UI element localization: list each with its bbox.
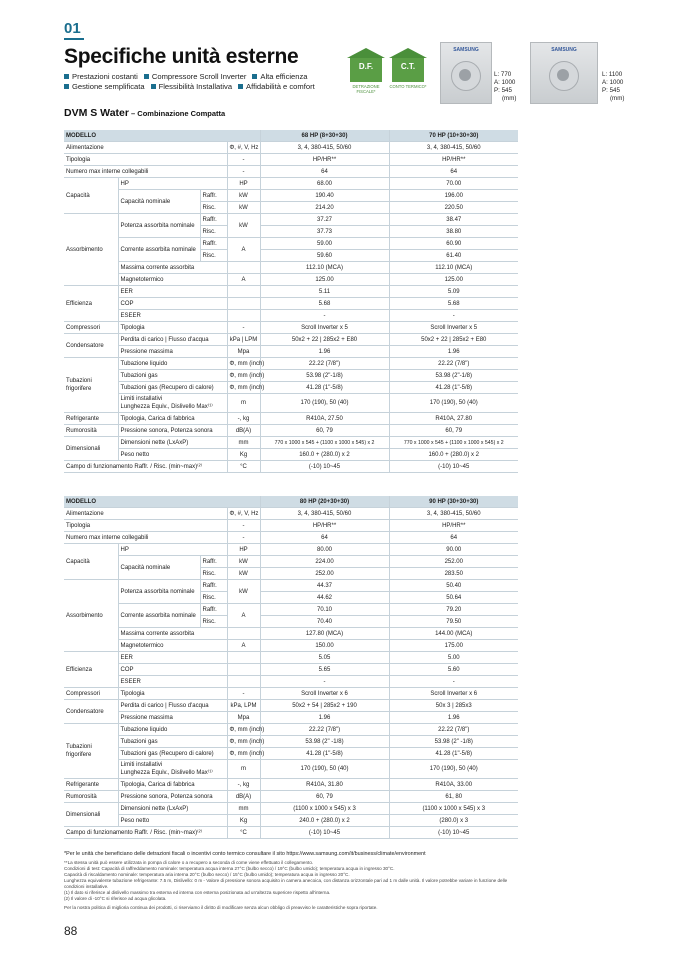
footnotes <box>64 851 524 911</box>
table-row: Corrente assorbita nominale Raffr. A 59.00 60.90 <box>64 238 518 250</box>
model-header: MODELLO <box>64 496 260 508</box>
group-dimensionali: Dimensionali <box>64 437 118 461</box>
group-efficienza: Efficienza <box>64 286 118 322</box>
table-row: ESEER - - <box>64 310 518 322</box>
table-row: Refrigerante Tipologia, Carica di fabbrica -, kg R410A, 31.80 R410A, 33.00 <box>64 779 518 791</box>
section-underline <box>64 38 84 40</box>
table-row: Massima corrente assorbita 127.80 (MCA) 144.00 (MCA) <box>64 628 518 640</box>
page-title: Specifiche unità esterne <box>64 45 299 68</box>
brand-logo: SAMSUNG <box>453 47 479 53</box>
table-row: Pressione massima Mpa 1.96 1.96 <box>64 712 518 724</box>
table-row: Rumorosità Pressione sonora, Potenza sonora dB(A) 60, 79 61, 80 <box>64 791 518 803</box>
table-row: Dimensionali Dimensioni nette (LxAxP) mm (1100 x 1000 x 545) x 3 (1100 x 1000 x 545) x 3 <box>64 803 518 815</box>
table-row: Numero max interne collegabili - 64 64 <box>64 532 518 544</box>
table-row: Limiti installativi Lunghezza Equiv., Dislivello Max⁽¹⁾ m 170 (190), 50 (40) 170 (190), 50 (40) <box>64 760 518 779</box>
footnote: Capacità di riscaldamento nominale: temperatura aria interna 20°C (bulbo secco) / 15°C (bulbo umido); temperatura acqua in ingresso 20°C. <box>64 872 350 877</box>
footnote: (2) Il valore di -10°C si riferisce ad acqua glicolata. <box>64 896 167 901</box>
table-row: Refrigerante Tipologia, Carica di fabbrica -, kg R410A, 27.50 R410A, 27.80 <box>64 413 518 425</box>
table-row: Limiti installativi Lunghezza Equiv., Dislivello Max⁽¹⁾ m 170 (190), 50 (40) 170 (190), 50 (40) <box>64 394 518 413</box>
df-badge-label: D.F. <box>358 62 374 71</box>
feature-list <box>64 72 344 92</box>
spec-table-2 <box>64 496 518 839</box>
group-assorbimento: Assorbimento <box>64 580 118 652</box>
table-row: Condensatore Perdita di carico | Flusso d'acqua kPa, LPM 50x2 + 54 | 285x2 + 190 50x 3 | 285x3 <box>64 700 518 712</box>
table-row: Assorbimento Potenza assorbita nominale Raffr. kW 44.37 50.40 <box>64 580 518 592</box>
unit-dimensions-small: L: 770 A: 1000 P: 545 (mm) <box>494 71 517 102</box>
group-assorbimento: Assorbimento <box>64 214 118 286</box>
feature-item: Flessibilità Installativa <box>151 82 232 92</box>
model-header: MODELLO <box>64 130 260 142</box>
table-header <box>64 496 518 508</box>
model-column-2: 70 HP (10+30+30) <box>389 130 518 142</box>
table-row: Alimentazione Φ, #, V, Hz 3, 4, 380-415, 50/60 3, 4, 380-415, 50/60 <box>64 508 518 520</box>
table-row: Capacità HP HP 80.00 90.00 <box>64 544 518 556</box>
group-capacita: Capacità <box>64 544 118 580</box>
feature-item: Alta efficienza <box>252 72 307 82</box>
table-row: Risc. 37.73 38.80 <box>64 226 518 238</box>
table-row: Corrente assorbita nominale Raffr. A 70.10 79.20 <box>64 604 518 616</box>
group-condensatore: Condensatore <box>64 700 118 724</box>
df-badge-caption: DETRAZIONE FISCALE* <box>352 84 380 94</box>
feature-item: Affidabilità e comfort <box>238 82 315 92</box>
table-row: Tubazioni gas Φ, mm (inch) 53.98 (2"-1/8) 53.98 (2"-1/8) <box>64 370 518 382</box>
footnote-website: *Per le unità che beneficiano delle detrazioni fiscali o incentivi conto termico consultare il sito https://www.samsung.com/it/business/climate/environment <box>64 851 426 857</box>
df-badge <box>347 48 385 94</box>
spec-table-1 <box>64 130 518 473</box>
table-row: COP 5.68 5.68 <box>64 298 518 310</box>
group-tubazioni: Tubazioni frigorifere <box>64 358 118 413</box>
table-row: Campo di funzionamento Raffr. / Risc. (min~max)⁽²⁾ °C (-10) 10~45 (-10) 10~45 <box>64 461 518 473</box>
table-row: Condensatore Perdita di carico | Flusso d'acqua kPa | LPM 50x2 + 22 | 285x2 + E80 50x2 + 22 | 285x2 + E80 <box>64 334 518 346</box>
table-row: Campo di funzionamento Raffr. / Risc. (min~max)⁽²⁾ °C (-10) 10~45 (-10) 10~45 <box>64 827 518 839</box>
table-row: Peso netto Kg 160.0 + (280.0) x 2 160.0 + (280.0) x 2 <box>64 449 518 461</box>
table-row: Efficienza EER 5.11 5.09 <box>64 286 518 298</box>
group-tubazioni: Tubazioni frigorifere <box>64 724 118 779</box>
table-row: Risc. kW 252.00 283.50 <box>64 568 518 580</box>
table-row: Rumorosità Pressione sonora, Potenza sonora dB(A) 60, 79 60, 79 <box>64 425 518 437</box>
model-column-2: 90 HP (30+30+30) <box>389 496 518 508</box>
group-dimensionali: Dimensionali <box>64 803 118 827</box>
table-row: Compressori Tipologia - Scroll Inverter x 5 Scroll Inverter x 5 <box>64 322 518 334</box>
table-row: Efficienza EER 5.05 5.00 <box>64 652 518 664</box>
table-row: Tubazioni gas Φ, mm (inch) 53.98 (2" -1/8) 53.98 (2" -1/8) <box>64 736 518 748</box>
outdoor-unit-image-large <box>530 42 598 104</box>
model-column-1: 68 HP (8+30+30) <box>260 130 389 142</box>
table-row: Capacità nominale Raffr. kW 190.40 196.00 <box>64 190 518 202</box>
table-row: Tipologia - HP/HR** HP/HR** <box>64 154 518 166</box>
table-row: Risc. 44.62 50.64 <box>64 592 518 604</box>
ct-badge <box>389 48 427 89</box>
table-row: ESEER - - <box>64 676 518 688</box>
table-row: Tipologia - HP/HR** HP/HR** <box>64 520 518 532</box>
unit-dimensions-large: L: 1100 A: 1000 P: 545 (mm) <box>602 71 625 102</box>
group-capacita: Capacità <box>64 178 118 214</box>
feature-item: Prestazioni costanti <box>64 72 138 82</box>
table-row: Tubazioni frigorifere Tubazione liquido Φ, mm (inch) 22.22 (7/8") 22.22 (7/8") <box>64 358 518 370</box>
table-row: Tubazioni frigorifere Tubazione liquido Φ, mm (inch) 22.22 (7/8") 22.22 (7/8") <box>64 724 518 736</box>
brand-logo: SAMSUNG <box>551 47 577 53</box>
page-number: 88 <box>64 924 78 938</box>
footnote: Condizioni di test: Capacità di raffreddamento nominale: temperatura acqua interna 27°C (bulbo secco) / 19°C (bulbo umido); temperatura acqua in ingresso 30°C. <box>64 866 395 871</box>
group-condensatore: Condensatore <box>64 334 118 358</box>
table-row: Risc. 59.60 61.40 <box>64 250 518 262</box>
footnote: Per la nostra politica di miglioria continua dei prodotti, ci riserviamo il diritto di modificare senza alcun obbligo di preavviso le caratteristiche sopra riportate. <box>64 905 378 910</box>
table-row: Magnetotermico A 150.00 175.00 <box>64 640 518 652</box>
model-column-1: 80 HP (20+30+30) <box>260 496 389 508</box>
table-row: Pressione massima Mpa 1.96 1.96 <box>64 346 518 358</box>
table-row: Risc. kW 214.20 220.50 <box>64 202 518 214</box>
feature-item: Compressore Scroll Inverter <box>144 72 247 82</box>
ct-badge-caption: CONTO TERMICO* <box>389 84 427 89</box>
table-row: COP 5.65 5.60 <box>64 664 518 676</box>
table-row: Magnetotermico A 125.00 125.00 <box>64 274 518 286</box>
feature-item: Gestione semplificata <box>64 82 145 92</box>
table-row: Massima corrente assorbita 112.10 (MCA) 112.10 (MCA) <box>64 262 518 274</box>
section-number: 01 <box>64 20 81 37</box>
table-row: Dimensionali Dimensioni nette (LxAxP) mm 770 x 1000 x 545 + (1100 x 1000 x 545) x 2 770 x 1000 x 545 + (1100 x 1000 x 545) x 2 <box>64 437 518 449</box>
outdoor-unit-image-small <box>440 42 492 104</box>
table-row: Risc. 70.40 79.50 <box>64 616 518 628</box>
table-row: Peso netto Kg 240.0 + (280.0) x 2 (280.0) x 3 <box>64 815 518 827</box>
table-row: Tubazioni gas (Recupero di calore) Φ, mm (inch) 41.28 (1"-5/8) 41.28 (1"-5/8) <box>64 382 518 394</box>
table-row: Assorbimento Potenza assorbita nominale Raffr. kW 37.27 38.47 <box>64 214 518 226</box>
table-row: Numero max interne collegabili - 64 64 <box>64 166 518 178</box>
footnote: Lunghezza equivalente tubazione refrigerante: 7.5 m, Dislivello: 0 m - Valore di pressione sonora acquisito in camera anecoica, con distanza orizzontale pari ad 1 m dalle unità. Il valore potrebbe variare in funzione delle condizioni installative. <box>64 878 508 889</box>
table-row: Alimentazione Φ, #, V, Hz 3, 4, 380-415, 50/60 3, 4, 380-415, 50/60 <box>64 142 518 154</box>
table-row: Compressori Tipologia - Scroll Inverter x 6 Scroll Inverter x 6 <box>64 688 518 700</box>
table-row: Capacità nominale Raffr. kW 224.00 252.00 <box>64 556 518 568</box>
series-subtitle: DVM S Water – Combinazione Compatta <box>64 107 226 119</box>
footnote: **La stessa unità può essere utilizzata in pompa di calore o a recupero a seconda di come viene effettuato il collegamento. <box>64 860 314 865</box>
footnote: (1) Il dato si riferisce al dislivello massimo tra esterna ed interna con esterna posizionata ad un'altezza superiore rispetto all'interna. <box>64 890 331 895</box>
ct-badge-label: C.T. <box>400 62 416 71</box>
table-header <box>64 130 518 142</box>
table-row: Capacità HP HP 68.00 70.00 <box>64 178 518 190</box>
table-row: Tubazioni gas (Recupero di calore) Φ, mm (inch) 41.28 (1"-5/8) 41.28 (1"-5/8) <box>64 748 518 760</box>
group-efficienza: Efficienza <box>64 652 118 688</box>
